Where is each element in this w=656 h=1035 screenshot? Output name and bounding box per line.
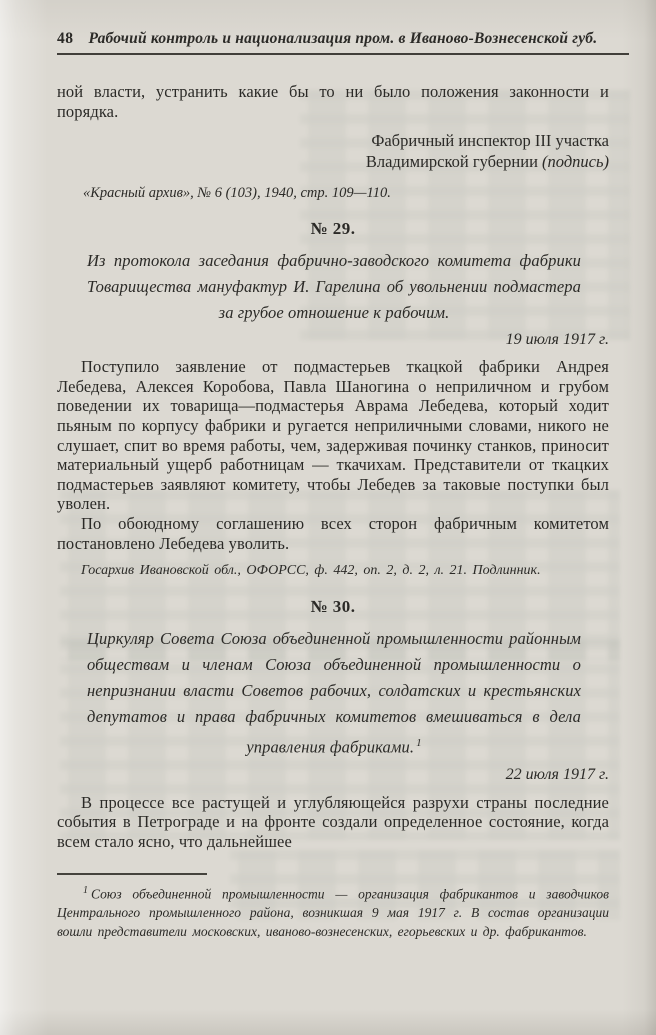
page-content	[57, 30, 609, 941]
footnote	[57, 882, 609, 941]
previous-document-body-continuation: ной власти, устранить какие бы то ни было положения законности и порядка.	[57, 82, 609, 121]
document-30-title	[87, 626, 581, 761]
archive-citation: «Красный архив», № 6 (103), 1940, стр. 109—110.	[83, 185, 391, 202]
document-number-29: № 29.	[310, 219, 356, 239]
document-30-paragraph: В процессе все растущей и углубляющейся разрухи страны последние события в Петрограде и на фронте создали определенное состояние, когда всем стало ясно, что дальнейшее	[57, 792, 609, 851]
footnote-separator-rule	[57, 873, 207, 875]
footnote-marker: 1	[83, 885, 88, 897]
document-29-paragraph: По обоюдному соглашению всех сторон фабричным комитетом постановлено Лебедева уволить.	[57, 513, 609, 553]
page-number: 48	[57, 30, 74, 47]
signature-title-line: Фабричный инспектор III участка	[371, 131, 609, 151]
running-title: Рабочий контроль и национализация пром. в Иваново-Вознесенской губ.	[88, 30, 598, 47]
footnote-text: Союз объединенной промышленности — организация фабрикантов и заводчиков Центрального промышленного района, возникшая 9 мая 1917 г. В состав организации вошли представители московских, иваново-вознесенских, егорьевских и др. фабрикантов.	[57, 886, 609, 939]
document-number-30: № 30.	[310, 597, 356, 617]
signature-org: Владимирской губернии	[365, 152, 538, 172]
signature-org-line	[57, 151, 609, 172]
document-30-title-text: Циркуляр Совета Союза объединенной промышленности районным обществам и членам Союза объединенной промышленности о непризнании власти Советов рабочих, солдатских и крестьянских депутатов и права фабричных комитетов вмешиваться в дела управления фабриками.	[87, 629, 581, 757]
signature-note: (подпись)	[542, 152, 609, 172]
document-29-date: 19 июля 1917 г.	[505, 331, 609, 349]
document-29-title: Из протокола заседания фабрично-заводского комитета фабрики Товарищества мануфактур И. Гарелина об увольнении подмастера за грубое отношение к рабочим.	[87, 251, 581, 323]
document-29-source-note: Госархив Ивановской обл., ОФОРСС, ф. 442, оп. 2, д. 2, л. 21. Подлинник.	[81, 563, 541, 579]
footnote-reference-marker: 1	[416, 737, 422, 750]
document-30-date: 22 июля 1917 г.	[505, 765, 609, 783]
signature-block	[57, 130, 609, 172]
running-header	[57, 30, 629, 55]
document-29-paragraph: Поступило заявление от подмастерьев ткацкой фабрики Андрея Лебедева, Алексея Коробова, Павла Шаногина о неприличном и грубом поведении их товарища—подмастерья Аврама Лебедева, который ходит пьяным по корпусу фабрики и ругается неприличными словами, никого не слушает, спит во время работы, чем, задерживая починку станков, приносит материальный ущерб работницам — ткачихам. Представители от ткацких подмастерьев заявляют комитету, чтобы Лебедев за таковые поступки был уволен.	[57, 357, 609, 514]
